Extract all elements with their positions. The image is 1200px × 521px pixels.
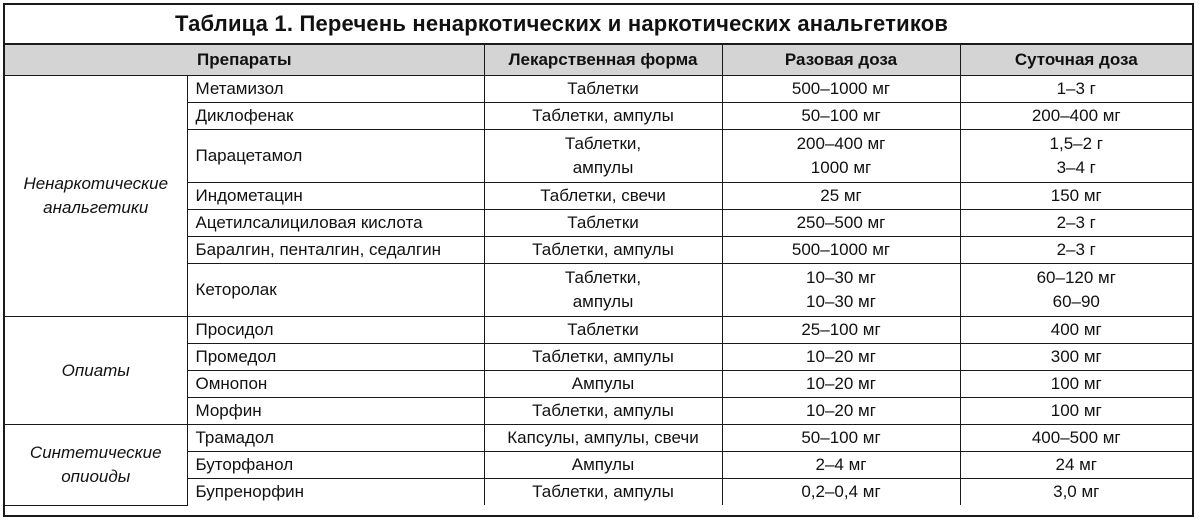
drug-name: Буторфанол [187, 452, 484, 479]
cell-line: 3–4 г [1056, 158, 1096, 177]
dosage-form [484, 103, 722, 130]
daily-dose [960, 130, 1192, 183]
daily-dose [960, 479, 1192, 506]
drug-name: Парацетамол [187, 130, 484, 183]
drug-name: Омнопон [187, 371, 484, 398]
cell-line: Ампулы [571, 455, 635, 474]
cell-line: 100 мг [1050, 374, 1102, 393]
daily-dose [960, 317, 1192, 344]
daily-dose [960, 398, 1192, 425]
single-dose [722, 103, 960, 130]
cell-line: 50–100 мг [801, 106, 881, 125]
daily-dose [960, 183, 1192, 210]
daily-dose [960, 264, 1192, 317]
single-dose [722, 210, 960, 237]
dosage-form [484, 183, 722, 210]
analgesics-table [5, 45, 1192, 506]
cell-line: 150 мг [1050, 186, 1102, 205]
cell-line: 60–90 [1052, 292, 1100, 311]
cell-line: Таблетки [567, 213, 639, 232]
group-label-opiates: Опиаты [5, 317, 187, 425]
daily-dose [960, 210, 1192, 237]
single-dose [722, 371, 960, 398]
cell-line: 3,0 мг [1053, 482, 1100, 501]
drug-name: Кеторолак [187, 264, 484, 317]
single-dose [722, 264, 960, 317]
cell-line: 10–20 мг [806, 374, 876, 393]
cell-line: 0,2–0,4 мг [801, 482, 881, 501]
daily-dose [960, 425, 1192, 452]
single-dose [722, 130, 960, 183]
header-single-dose: Разовая доза [722, 45, 960, 76]
dosage-form [484, 452, 722, 479]
group-label-non-narcotic: Ненаркотические анальгетики [5, 76, 187, 317]
drug-name: Бупренорфин [187, 479, 484, 506]
header-form: Лекарственная форма [484, 45, 722, 76]
drug-name: Просидол [187, 317, 484, 344]
single-dose [722, 398, 960, 425]
cell-line: Таблетки, [564, 134, 642, 153]
cell-line: 1000 мг [810, 158, 872, 177]
cell-line: 50–100 мг [801, 428, 881, 447]
dosage-form [484, 425, 722, 452]
cell-line: 400–500 мг [1031, 428, 1121, 447]
analgesics-table-frame [3, 3, 1194, 517]
dosage-form [484, 344, 722, 371]
cell-line: 2–4 мг [815, 455, 867, 474]
drug-name: Индометацин [187, 183, 484, 210]
header-row [5, 45, 1192, 76]
daily-dose [960, 344, 1192, 371]
cell-line: 1,5–2 г [1049, 134, 1103, 153]
table-row [5, 76, 1192, 103]
table-title: Таблица 1. Перечень ненаркотических и наркотических анальгетиков [5, 5, 1192, 45]
cell-line: 60–120 мг [1036, 268, 1116, 287]
dosage-form [484, 317, 722, 344]
cell-line: Ампулы [571, 374, 635, 393]
single-dose [722, 479, 960, 506]
cell-line: 2–3 г [1056, 240, 1096, 259]
table-body [5, 76, 1192, 506]
daily-dose [960, 452, 1192, 479]
cell-line: 10–30 мг [806, 292, 876, 311]
table-row [5, 425, 1192, 452]
cell-line: 25–100 мг [801, 320, 881, 339]
dosage-form [484, 237, 722, 264]
daily-dose [960, 103, 1192, 130]
drug-name: Баралгин, пенталгин, седалгин [187, 237, 484, 264]
single-dose [722, 183, 960, 210]
drug-name: Морфин [187, 398, 484, 425]
daily-dose [960, 371, 1192, 398]
drug-name: Ацетилсалициловая кислота [187, 210, 484, 237]
cell-line: Таблетки, ампулы [532, 240, 674, 259]
cell-line: 2–3 г [1056, 213, 1096, 232]
cell-line: 100 мг [1050, 401, 1102, 420]
single-dose [722, 237, 960, 264]
cell-line: 200–400 мг [796, 134, 886, 153]
single-dose [722, 344, 960, 371]
single-dose [722, 452, 960, 479]
daily-dose [960, 76, 1192, 103]
table-row [5, 317, 1192, 344]
cell-line: Таблетки, ампулы [532, 347, 674, 366]
cell-line: Капсулы, ампулы, свечи [507, 428, 699, 447]
dosage-form [484, 264, 722, 317]
cell-line: Таблетки, ампулы [532, 401, 674, 420]
dosage-form [484, 371, 722, 398]
drug-name: Промедол [187, 344, 484, 371]
dosage-form [484, 76, 722, 103]
cell-line: 25 мг [820, 186, 862, 205]
cell-line: Таблетки [567, 79, 639, 98]
cell-line: 10–20 мг [806, 401, 876, 420]
cell-line: Таблетки, [564, 268, 642, 287]
cell-line: 10–20 мг [806, 347, 876, 366]
drug-name: Метамизол [187, 76, 484, 103]
cell-line: 1–3 г [1056, 79, 1096, 98]
cell-line: 400 мг [1050, 320, 1102, 339]
single-dose [722, 317, 960, 344]
cell-line: 300 мг [1050, 347, 1102, 366]
cell-line: 250–500 мг [796, 213, 886, 232]
daily-dose [960, 237, 1192, 264]
cell-line: Таблетки, ампулы [532, 106, 674, 125]
cell-line: Таблетки, свечи [540, 186, 666, 205]
cell-line: ампулы [572, 158, 634, 177]
cell-line: 200–400 мг [1031, 106, 1121, 125]
cell-line: Таблетки, ампулы [532, 482, 674, 501]
dosage-form [484, 130, 722, 183]
cell-line: ампулы [572, 292, 634, 311]
header-drugs: Препараты [5, 45, 484, 76]
single-dose [722, 76, 960, 103]
cell-line: 500–1000 мг [791, 79, 891, 98]
group-label-synthetic: Синтетические опиоиды [5, 425, 187, 506]
header-daily-dose: Суточная доза [960, 45, 1192, 76]
cell-line: 500–1000 мг [791, 240, 891, 259]
dosage-form [484, 210, 722, 237]
drug-name: Диклофенак [187, 103, 484, 130]
drug-name: Трамадол [187, 425, 484, 452]
cell-line: 24 мг [1055, 455, 1098, 474]
dosage-form [484, 479, 722, 506]
cell-line: 10–30 мг [806, 268, 876, 287]
dosage-form [484, 398, 722, 425]
cell-line: Таблетки [567, 320, 639, 339]
single-dose [722, 425, 960, 452]
